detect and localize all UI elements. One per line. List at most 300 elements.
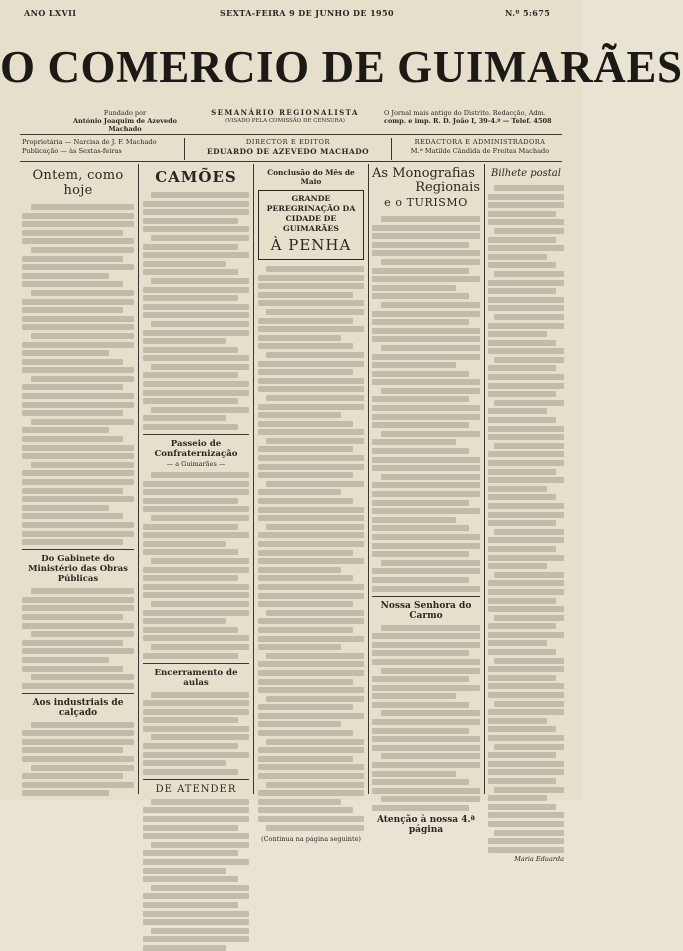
text-line [488, 752, 556, 758]
text-line [488, 718, 547, 724]
text-line [372, 414, 480, 420]
text-line [258, 687, 364, 693]
text-line [143, 610, 249, 616]
text-line [488, 280, 564, 286]
text-line [143, 424, 238, 430]
text-line [372, 362, 456, 368]
text-line [143, 945, 226, 951]
text-line [488, 683, 564, 689]
text-line [143, 567, 249, 573]
text-line [372, 379, 480, 385]
text-line [372, 719, 480, 725]
text-line [381, 216, 480, 222]
text-line [494, 357, 564, 363]
text-line [31, 419, 134, 425]
text-line [488, 821, 564, 827]
text-line [258, 799, 341, 805]
text-line [372, 642, 480, 648]
text-line [258, 790, 364, 796]
col2-section-heading: Encerramento de aulas [154, 667, 238, 688]
text-line [143, 700, 249, 706]
text-line [151, 235, 249, 241]
director-name: EDUARDO DE AZEVEDO MACHADO [206, 147, 370, 156]
text-line [494, 615, 564, 621]
text-line [151, 192, 249, 198]
rule-bottom [20, 161, 562, 162]
text-line [488, 640, 547, 646]
text-line [372, 336, 480, 342]
text-line [22, 281, 123, 287]
headline-line-2: CIDADE DE GUIMARÃES [283, 214, 339, 233]
text-line [488, 408, 547, 414]
text-line [143, 584, 249, 590]
text-line [488, 537, 564, 543]
separator [143, 779, 249, 780]
text-line [258, 730, 353, 736]
publication-line: Publicação — às Sextas-feiras [22, 147, 122, 155]
col1-section-heading: Do Gabinete do Ministério das Obras Públicas [28, 554, 128, 585]
owner-block [22, 138, 174, 160]
text-line [381, 710, 480, 716]
text-line [372, 311, 480, 317]
text-line [258, 636, 364, 642]
article-body [22, 722, 134, 797]
column-divider [368, 164, 369, 794]
text-line [488, 812, 564, 818]
text-line [266, 266, 364, 272]
editor-block [398, 138, 562, 160]
address-block [384, 109, 564, 125]
text-line [31, 376, 134, 382]
text-line [372, 439, 456, 445]
text-line [494, 185, 564, 191]
masthead-tagline [205, 109, 365, 125]
col1-section-heading: Aos industriais de calçado [32, 697, 124, 718]
text-line [151, 278, 249, 284]
text-line [143, 825, 238, 831]
text-line [488, 606, 564, 612]
text-line [266, 438, 364, 444]
text-line [372, 319, 469, 325]
text-line [258, 455, 364, 461]
text-line [143, 201, 249, 207]
text-line [372, 659, 480, 665]
text-line [266, 782, 364, 788]
text-line [372, 586, 480, 592]
text-line [372, 517, 456, 523]
text-line [22, 666, 123, 672]
text-line [143, 489, 249, 495]
text-line [381, 388, 480, 394]
text-line [381, 625, 480, 631]
text-line [22, 782, 134, 788]
text-line [22, 384, 123, 390]
text-line [143, 717, 238, 723]
text-line [22, 410, 123, 416]
text-line [372, 551, 469, 557]
text-line [22, 539, 123, 545]
text-line [22, 513, 123, 519]
text-line [22, 597, 134, 603]
article-body [258, 266, 364, 831]
text-line [258, 679, 353, 685]
text-line [488, 838, 564, 844]
text-line [488, 391, 556, 397]
text-line [258, 593, 364, 599]
text-line [381, 796, 480, 802]
text-line [22, 213, 134, 219]
text-line [381, 474, 480, 480]
text-line [258, 670, 364, 676]
text-line [143, 372, 238, 378]
text-line [372, 465, 480, 471]
text-line [494, 701, 564, 707]
text-line [372, 762, 480, 768]
text-line [372, 702, 469, 708]
text-line [494, 529, 564, 535]
text-line [151, 842, 249, 848]
separator [143, 434, 249, 435]
text-line [488, 211, 556, 217]
text-line [488, 469, 556, 475]
text-line [258, 567, 341, 573]
text-line [258, 618, 364, 624]
text-line [266, 696, 364, 702]
article-body [488, 185, 564, 853]
text-line [488, 288, 556, 294]
text-line [22, 790, 109, 796]
text-line [494, 658, 564, 664]
text-line [258, 386, 364, 392]
text-line [143, 218, 238, 224]
text-line [258, 644, 341, 650]
article-body [143, 799, 249, 951]
text-line [22, 488, 123, 494]
text-line [143, 743, 238, 749]
tagline-censorship: (VISADO PELA COMISSÃO DE CENSURA) [225, 118, 345, 124]
text-line [143, 498, 238, 504]
text-line [143, 850, 238, 856]
text-line [143, 398, 238, 404]
founder-block [60, 109, 190, 133]
text-line [31, 765, 134, 771]
column-divider [253, 164, 254, 794]
text-line [488, 331, 547, 337]
text-line [258, 318, 353, 324]
text-line [143, 859, 249, 865]
text-line [143, 209, 249, 215]
text-line [258, 584, 364, 590]
text-line [258, 283, 364, 289]
text-line [488, 726, 556, 732]
text-line [143, 575, 238, 581]
text-line [143, 481, 249, 487]
text-line [143, 541, 226, 547]
text-line [372, 491, 480, 497]
address-line-2: comp. e imp. R. D. João I, 39-4.º — Telef. 4508 [384, 117, 552, 125]
text-line [31, 674, 134, 680]
text-line [143, 261, 226, 267]
text-line [488, 460, 564, 466]
text-line [372, 805, 469, 811]
article-body [22, 588, 134, 689]
separator [22, 693, 134, 694]
text-line [31, 247, 134, 253]
text-line [488, 417, 556, 423]
article-body [22, 204, 134, 545]
text-line [258, 489, 341, 495]
text-line [372, 676, 469, 682]
text-line [22, 522, 134, 528]
text-line [488, 365, 556, 371]
top-line [0, 0, 582, 32]
text-line [488, 589, 564, 595]
text-line [488, 675, 556, 681]
separator [372, 596, 480, 597]
text-line [151, 601, 249, 607]
text-line [143, 304, 249, 310]
text-line [381, 345, 480, 351]
text-line [372, 736, 480, 742]
text-line [22, 479, 134, 485]
text-line [372, 685, 480, 691]
text-line [372, 543, 480, 549]
text-line [22, 747, 123, 753]
article-body [143, 192, 249, 430]
text-line [381, 259, 480, 265]
text-line [488, 847, 564, 853]
text-line [488, 426, 564, 432]
text-line [22, 453, 134, 459]
text-line [372, 508, 480, 514]
text-line [258, 601, 353, 607]
editor-label: REDACTORA E ADMINISTRADORA [414, 138, 546, 146]
text-line [372, 534, 480, 540]
text-line [488, 632, 564, 638]
text-line [381, 668, 480, 674]
text-line [258, 764, 364, 770]
col4-title-line-3: e o TURISMO [384, 196, 468, 209]
text-line [258, 361, 364, 367]
text-line [372, 779, 469, 785]
text-line [488, 340, 556, 346]
text-line [258, 421, 353, 427]
text-line [258, 378, 364, 384]
text-line [22, 445, 134, 451]
text-line [372, 285, 456, 291]
text-line [31, 333, 134, 339]
text-line [372, 500, 469, 506]
text-line [266, 395, 364, 401]
text-line [372, 577, 469, 583]
text-line [143, 709, 249, 715]
text-line [258, 326, 364, 332]
text-line [494, 830, 564, 836]
text-line [258, 429, 364, 435]
text-line [143, 506, 249, 512]
text-line [488, 486, 547, 492]
text-line [143, 226, 249, 232]
text-line [258, 292, 353, 298]
headline-line-3: À PENHA [270, 236, 352, 254]
text-line [258, 412, 341, 418]
text-line [372, 371, 469, 377]
text-line [22, 756, 134, 762]
text-line [494, 572, 564, 578]
text-line [488, 494, 556, 500]
col2-section-heading: DE ATENDER [155, 783, 237, 795]
text-line [381, 431, 480, 437]
text-line [143, 312, 249, 318]
text-line [22, 470, 134, 476]
director-label: DIRECTOR E EDITOR [245, 138, 331, 146]
text-line [372, 745, 480, 751]
text-line [22, 531, 134, 537]
text-line [143, 549, 238, 555]
issue-date: SEXTA-FEIRA 9 DE JUNHO DE 1950 [220, 8, 394, 18]
text-line [22, 221, 134, 227]
text-line [143, 726, 249, 732]
text-line [488, 555, 564, 561]
text-line [143, 532, 249, 538]
text-line [151, 558, 249, 564]
text-line [22, 614, 123, 620]
column-4 [372, 164, 480, 835]
text-line [22, 640, 123, 646]
text-line [22, 393, 134, 399]
text-line [488, 804, 556, 810]
text-line [258, 404, 364, 410]
continued-note: (Continua na página seguinte) [261, 834, 361, 843]
text-line [143, 355, 249, 361]
text-line [151, 734, 249, 740]
text-line [22, 436, 123, 442]
text-line [143, 618, 226, 624]
text-line [143, 381, 249, 387]
text-line [258, 300, 364, 306]
headline-line-1: GRANDE PEREGRINAÇÃO DA [266, 194, 356, 213]
text-line [258, 532, 364, 538]
text-line [22, 299, 134, 305]
text-line [488, 245, 564, 251]
address-line-1: O Jornal mais antigo do Distrito. Redacção, Adm. [384, 109, 546, 117]
text-line [22, 730, 134, 736]
text-line [22, 496, 134, 502]
text-line [266, 309, 364, 315]
text-line [372, 396, 469, 402]
col2-section-heading: Passeio de Confraternização [154, 439, 238, 460]
text-line [488, 598, 556, 604]
column-2 [143, 164, 249, 794]
text-line [143, 269, 238, 275]
text-line [488, 563, 547, 569]
text-line [143, 769, 238, 775]
text-line [488, 512, 564, 518]
text-line [488, 262, 556, 268]
col2-heading: CAMÕES [155, 168, 237, 186]
col4-title-line-2: Regionais [415, 180, 480, 195]
text-line [258, 507, 364, 513]
text-line [494, 314, 564, 320]
text-line [143, 338, 226, 344]
text-line [494, 443, 564, 449]
text-line [151, 799, 249, 805]
text-line [143, 902, 238, 908]
separator [22, 549, 134, 550]
text-line [151, 928, 249, 934]
text-line [258, 498, 353, 504]
text-line [31, 631, 134, 637]
text-line [372, 242, 469, 248]
text-line [258, 756, 353, 762]
text-line [22, 238, 134, 244]
col4-title-line-1: As Monografias [372, 166, 475, 181]
text-line [258, 472, 353, 478]
text-line [143, 390, 249, 396]
text-line [143, 807, 249, 813]
text-line [258, 661, 364, 667]
text-line [143, 816, 249, 822]
text-line [258, 773, 364, 779]
text-line [488, 323, 564, 329]
text-line [494, 400, 564, 406]
text-line [22, 316, 134, 322]
text-line [151, 692, 249, 698]
text-line [488, 735, 564, 741]
text-line [151, 407, 249, 413]
text-line [488, 692, 564, 698]
text-line [22, 350, 109, 356]
text-line [372, 233, 480, 239]
text-line [258, 627, 353, 633]
text-line [143, 287, 249, 293]
text-line [494, 271, 564, 277]
text-line [488, 623, 556, 629]
text-line [258, 721, 341, 727]
text-line [381, 753, 480, 759]
text-line [372, 276, 480, 282]
tagline-main: SEMANÁRIO REGIONALISTA [211, 108, 359, 117]
text-line [488, 383, 564, 389]
text-line [488, 194, 564, 200]
text-line [372, 568, 480, 574]
text-line [488, 219, 564, 225]
text-line [151, 364, 249, 370]
col5-heading: Bilhete postal [491, 168, 561, 179]
text-line [143, 635, 249, 641]
text-line [266, 610, 364, 616]
col1-heading: Ontem, como hoje [32, 168, 124, 198]
text-line [494, 744, 564, 750]
text-line [258, 335, 341, 341]
text-line [372, 650, 469, 656]
text-line [372, 354, 480, 360]
text-line [372, 457, 480, 463]
text-line [143, 252, 249, 258]
text-line [372, 422, 469, 428]
article-body [143, 692, 249, 775]
text-line [372, 482, 480, 488]
text-line [22, 505, 109, 511]
text-line [488, 451, 564, 457]
text-line [143, 752, 249, 758]
text-line [143, 876, 238, 882]
article-body [372, 216, 480, 592]
text-line [22, 367, 134, 373]
text-line [143, 295, 238, 301]
text-line [488, 546, 556, 552]
director-block [184, 138, 392, 160]
